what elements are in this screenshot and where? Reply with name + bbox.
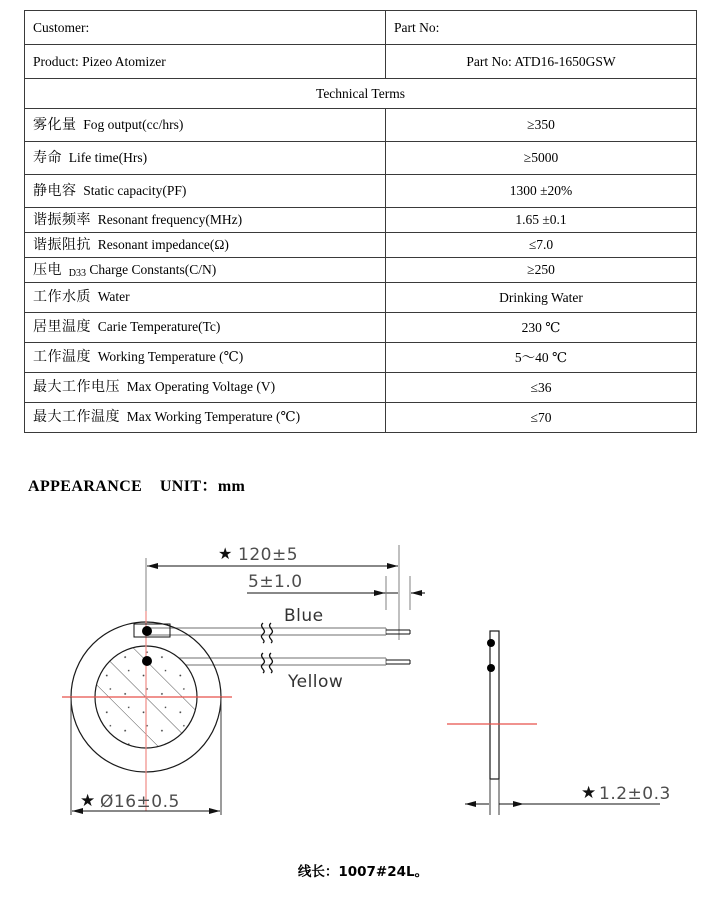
table-row [25, 233, 697, 258]
dim-diameter-text: Ø16±0.5 [100, 792, 180, 812]
table-row [25, 258, 697, 283]
spec-label-en: Resonant frequency(MHz) [97, 211, 243, 227]
spec-label-cell [25, 175, 386, 208]
spec-label-cn: 雾化量 [33, 116, 77, 133]
spec-label-cn: 静电容 [33, 182, 77, 199]
table-row [25, 343, 697, 373]
dimension-strip-length [247, 572, 425, 610]
table-row [25, 283, 697, 313]
dimension-thickness [465, 779, 671, 815]
spec-label-cell [25, 142, 386, 175]
spec-label-cell [25, 208, 386, 233]
spec-label-cn: 居里温度 [33, 319, 91, 336]
wire-label-blue: Blue [284, 606, 324, 626]
table-row [25, 373, 697, 403]
spec-value-cell: ≤7.0 [386, 233, 697, 258]
footer-wire-spec-note: 线长：1007#24L。 [297, 864, 429, 880]
wire-label-yellow: Yellow [288, 672, 344, 692]
solder-point-blue [142, 626, 152, 636]
piezo-disc-top-view [62, 611, 232, 811]
spec-label-cn: 工作温度 [33, 349, 91, 366]
spec-value-cell: Drinking Water [386, 283, 697, 313]
star-icon-diameter: ★ [80, 791, 96, 811]
spec-label-cell [25, 109, 386, 142]
table-row [25, 142, 697, 175]
spec-label-subscript: D33 [68, 267, 86, 279]
side-solder-point-yellow [487, 664, 495, 672]
spec-label-cn: 压电 [33, 261, 62, 278]
spec-label-en: Resonant impedance(Ω) [97, 236, 229, 252]
spec-value-cell: ≤36 [386, 373, 697, 403]
solder-point-yellow [142, 656, 152, 666]
spec-value-cell: ≥5000 [386, 142, 697, 175]
spec-value-cell: 5～40 ℃ [386, 343, 697, 373]
spec-label-cn: 最大工作温度 [33, 409, 120, 426]
table-row [25, 403, 697, 433]
spec-label-cn: 寿命 [33, 149, 62, 166]
spec-value-cell: ≥250 [386, 258, 697, 283]
spec-label-en: Charge Constants(C/N) [89, 261, 217, 277]
spec-label-cell [25, 233, 386, 258]
spec-label-cell [25, 403, 386, 433]
spec-label-cell [25, 313, 386, 343]
spec-label-en: Water [97, 289, 130, 305]
dim-thickness-text: 1.2±0.3 [599, 784, 671, 804]
table-row [25, 109, 697, 142]
spec-label-cn: 最大工作电压 [33, 379, 120, 396]
spec-value-cell: ≤70 [386, 403, 697, 433]
spec-label-cn: 谐振阻抗 [33, 236, 91, 253]
page-title-appearance: APPEARANCE UNIT：mm [28, 478, 246, 495]
specification-table [24, 10, 697, 433]
spec-table-body [25, 11, 697, 433]
spec-value-cell: 1.65 ±0.1 [386, 208, 697, 233]
partno-value: Part No: ATD16-1650GSW [386, 45, 697, 79]
table-row-customer [25, 11, 697, 45]
side-profile-body [490, 631, 499, 779]
appearance-drawing [0, 515, 726, 845]
spec-label-en: Working Temperature (℃) [97, 349, 244, 365]
spec-label-en: Carie Temperature(Tc) [97, 319, 221, 335]
table-row [25, 175, 697, 208]
table-row [25, 313, 697, 343]
table-row-section-title [25, 79, 697, 109]
section-title: Technical Terms [25, 79, 697, 109]
spec-label-en: Max Operating Voltage (V) [126, 379, 276, 395]
spec-label-cell [25, 258, 386, 283]
star-icon-wire-length: ★ [218, 544, 233, 563]
spec-label-en: Life time(Hrs) [68, 149, 148, 165]
spec-label-cn: 工作水质 [33, 289, 91, 306]
spec-value-cell: 1300 ±20% [386, 175, 697, 208]
partno-label: Part No: [386, 11, 697, 45]
spec-label-cell [25, 283, 386, 313]
spec-label-cell [25, 343, 386, 373]
spec-label-en: Fog output(cc/hrs) [83, 116, 184, 132]
table-row-product [25, 45, 697, 79]
drawing-svg [0, 515, 726, 845]
star-icon-thickness: ★ [581, 783, 597, 803]
spec-label-cn: 谐振频率 [33, 211, 91, 228]
spec-label-en: Static capacity(PF) [83, 182, 187, 198]
product-label: Product: Pizeo Atomizer [25, 45, 386, 79]
dim-strip-length-text: 5±1.0 [248, 572, 303, 592]
piezo-disc-side-view [447, 631, 537, 779]
spec-value-cell: ≥350 [386, 109, 697, 142]
spec-value-cell: 230 ℃ [386, 313, 697, 343]
dim-wire-length-text: 120±5 [238, 545, 299, 565]
table-row [25, 208, 697, 233]
wire-blue [148, 606, 410, 643]
spec-label-en: Max Working Temperature (℃) [126, 409, 301, 425]
customer-label: Customer: [25, 11, 386, 45]
side-solder-point-blue [487, 639, 495, 647]
spec-label-cell [25, 373, 386, 403]
